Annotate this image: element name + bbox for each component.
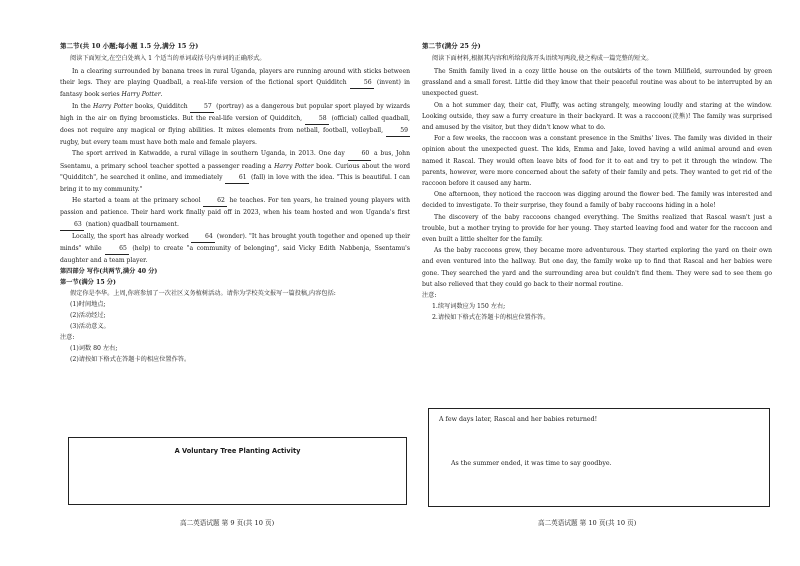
story-paragraph-2: On a hot summer day, their cat, Fluffy, was acting strangely, meowing loudly and staring at the window. Looking outside, they saw a furry creature in their backyard. It was a raccoon(浣熊)! The family was surprised and amused by the visitor, but they didn't know what to do. — [422, 101, 772, 132]
blank-60: 60 — [348, 148, 372, 160]
story-paragraph-3: For a few weeks, the raccoon was a constant presence in the Smiths' lives. The family was divided in their opinion about the unexpected guest. The kids, Emma and Jake, loved having a wild animal around and even named it Rascal. They would often leave bits of food for it to eat and try to pet it through the window. The parents, however, were more concerned about the safety of their family and pets. They wanted to get rid of the raccoon before it caused any harm. — [422, 135, 772, 188]
blank-59: 59 — [386, 125, 410, 137]
cloze-paragraph-1: In a clearing surrounded by banana trees in rural Uganda, players are running around with sticks between their legs. They are playing Quadball, a real-life version of the fictional sport Quidditch 56 (invent) in fantasy book series Harry Potter. — [60, 68, 410, 99]
writing-answer-box[interactable] — [68, 437, 407, 505]
note-2: 2.请按如下格式在答题卡的相应位置作答。 — [432, 314, 550, 322]
note-1: 1.续写词数应为 150 左右; — [432, 303, 506, 311]
section2-heading: 第二节(共 10 小题;每小题 1.5 分,满分 15 分) — [60, 42, 199, 50]
continuation-instruction: 阅读下面材料,根据其内容和所给段落开头语续写两段,使之构成一篇完整的短文。 — [432, 55, 653, 62]
blank-65: 65 — [105, 243, 129, 255]
right-page-footer: 高二英语试题 第 10 页(共 10 页) — [538, 519, 637, 527]
continuation-answer-box[interactable] — [428, 408, 770, 507]
content-point-1: (1)时间地点; — [70, 301, 106, 309]
story-paragraph-4: One afternoon, they noticed the raccoon was digging around the flower bed. The family was interested and decided to investigate. To their surprise, they found a family of baby raccoons hiding in a hole! — [422, 191, 772, 210]
blank-61: 61 — [225, 172, 249, 184]
section2-instruction: 阅读下面短文,在空白处填入 1 个适当的单词或括号内单词的正确形式。 — [70, 55, 266, 62]
answer-box-title: A Voluntary Tree Planting Activity — [174, 447, 301, 455]
cloze-paragraph-5: Locally, the sport has already worked 64 (wonder). "It has brought youth together and opened up their minds" while 65 (help) to create "a community of belonging", said Vicky Edith Nabbenja, Ssentamu's daughter and a team player. — [60, 232, 410, 265]
continuation-opening-1: A few days later, Rascal and her babies returned! — [439, 416, 598, 423]
writing-prompt: 假定你是李华。上周,你班参加了一次社区义务植树活动。请你为学校英文报写一篇投稿,内容包括: — [70, 290, 336, 298]
part4-heading: 第四部分 写作(共两节,满分 40 分) — [60, 268, 158, 276]
cloze-paragraph-2: In the Harry Potter books, Quidditch 57 (portray) as a dangerous but popular sport played by wizards high in the air on flying broomsticks. But the real-life version of Quidditch, 58 (official) called quadball, does not require any magical or flying abilities. It mixes elements from netball, football, volleyball, 59 rugby, but every team must have both male and female players. — [60, 102, 410, 147]
story-paragraph-1: The Smith family lived in a cozy little house on the outskirts of the town Millfield, surrounded by green grassland and a small forest. Little did they know that their peaceful routine was about to be interrupted by an unexpected guest. — [422, 68, 772, 98]
blank-64: 64 — [191, 231, 215, 243]
left-page-footer: 高二英语试题 第 9 页(共 10 页) — [180, 519, 275, 527]
continuation-opening-2: As the summer ended, it was time to say goodbye. — [451, 460, 612, 467]
note-1: (1)词数 80 左右; — [70, 345, 118, 353]
blank-57: 57 — [190, 101, 214, 113]
right-page — [422, 42, 772, 323]
writing-section1-heading: 第一节(满分 15 分) — [60, 279, 116, 287]
writing-section2-heading: 第二节(满分 25 分) — [422, 42, 481, 50]
note-2: (2)请按如下格式在答题卡的相应位置作答。 — [70, 356, 191, 364]
cloze-paragraph-4: He started a team at the primary school 62 he teaches. For ten years, he trained young players with passion and patience. Their hard work finally paid off in 2023, when his team hosted and won Uganda's first 63 (nation) quadball tournament. — [60, 195, 410, 231]
blank-56: 56 — [350, 77, 374, 89]
blank-62: 62 — [203, 195, 227, 207]
blank-63: 63 — [60, 219, 84, 231]
content-point-3: (3)活动意义。 — [70, 323, 110, 331]
content-point-2: (2)活动经过; — [70, 312, 106, 320]
cloze-paragraph-3: The sport arrived in Katwadde, a rural village in southern Uganda, in 2013. One day 60 a bus, John Ssentamu, a primary school teacher spotted a passenger reading a Harry Potter book. Curious about the word "Quidditch", he searched it online, and immediately 61 (fall) in love with the idea. "This is beautiful. I can bring it to my community." — [60, 150, 411, 194]
note-label: 注意: — [60, 334, 75, 342]
story-paragraph-6: As the baby raccoons grew, they became more adventurous. They started exploring the yard on their own and even ventured into the hallway. But one day, the family woke up to find that Rascal and her babies were gone. They searched the yard and the surrounding area but couldn't find them. They were sad to see them go but also relieved that they could go back to their normal routine. — [422, 247, 772, 288]
story-paragraph-5: The discovery of the baby raccoons changed everything. The Smiths realized that Rascal wasn't just a trouble, but a mother trying to provide for her young. They started leaving food and water for the raccoon and even built a little shelter for the family. — [422, 213, 772, 244]
left-page — [60, 42, 410, 365]
blank-58: 58 — [305, 113, 329, 125]
note-label: 注意: — [422, 292, 437, 300]
